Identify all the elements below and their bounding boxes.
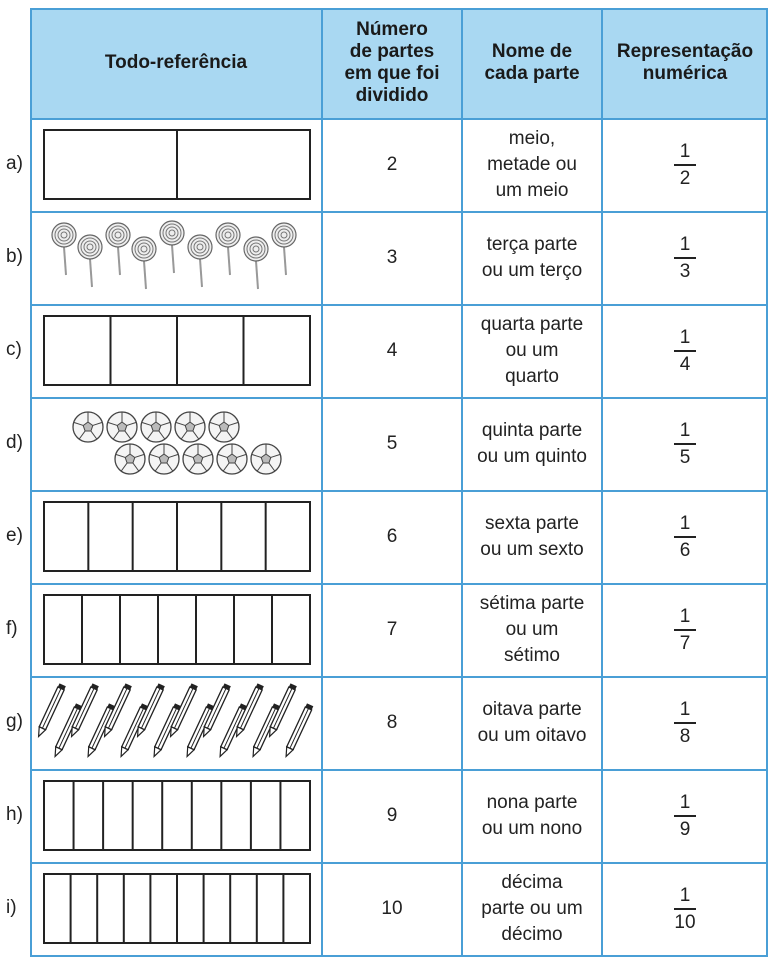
lollipop-candy [216, 223, 240, 247]
fraction-bar [674, 722, 696, 724]
lollipop-candy [160, 221, 184, 245]
fraction-cell [602, 490, 768, 583]
figure-rectangle [30, 304, 322, 397]
row-label: c) [6, 338, 22, 360]
soccer-ball-icon [209, 412, 239, 442]
fraction-denominator: 10 [674, 911, 696, 933]
parts-count: 2 [386, 153, 398, 175]
parts-count: 7 [386, 618, 398, 640]
lollipop-icon [160, 221, 184, 273]
row-border [30, 118, 768, 120]
fraction-cell [602, 862, 768, 955]
part-name: quinta parte ou um quinto [477, 419, 587, 467]
fraction-numerator: 1 [679, 326, 691, 348]
row-border [30, 490, 768, 492]
figure-pencils [30, 676, 322, 769]
fraction-numerator: 1 [679, 512, 691, 534]
figure-rectangle [30, 118, 322, 211]
lollipop-candy [188, 235, 212, 259]
lollipop-candy [52, 223, 76, 247]
figure-soccer-balls [30, 397, 322, 490]
header-representacao-numerica: Representação numérica [602, 8, 768, 118]
row-label: a) [6, 152, 23, 174]
pencil-icon [35, 683, 65, 738]
fraction [674, 792, 696, 840]
pencil-tip [151, 747, 161, 758]
row-label: h) [6, 803, 23, 825]
pencil-tip [118, 747, 128, 758]
row-border [30, 304, 768, 306]
fraction-cell [602, 304, 768, 397]
part-name: quarta parte ou um quarto [480, 313, 584, 387]
row-border [30, 397, 768, 399]
soccer-ball-icon [73, 412, 103, 442]
fraction-bar [674, 257, 696, 259]
header-numero-de-partes: Número de partes em que foi dividido [322, 8, 462, 118]
parts-count: 6 [386, 525, 398, 547]
fraction [674, 141, 696, 189]
fraction-cell [602, 769, 768, 862]
parts-count: 5 [386, 432, 398, 454]
row-border [30, 955, 768, 957]
fraction-denominator: 7 [679, 632, 691, 654]
figure-rectangle [30, 490, 322, 583]
figure-lollipops [30, 211, 322, 304]
lollipop-icon [188, 235, 212, 287]
lollipop-icon [272, 223, 296, 275]
column-border [766, 8, 768, 957]
part-name: décima parte ou um décimo [481, 871, 583, 945]
fraction-numerator: 1 [679, 140, 691, 162]
fraction-bar [674, 629, 696, 631]
whole-rectangle [44, 781, 310, 850]
parts-count: 3 [386, 246, 398, 268]
fraction-denominator: 8 [679, 725, 691, 747]
fraction-bar [674, 350, 696, 352]
part-name: oitava parte ou um oitavo [477, 698, 587, 746]
lollipop-stick [200, 259, 202, 287]
soccer-ball-icon [183, 444, 213, 474]
lollipop-icon [132, 237, 156, 289]
fraction [674, 513, 696, 561]
row-border [30, 8, 768, 10]
fraction-numerator: 1 [679, 419, 691, 441]
lollipop-stick [118, 247, 120, 275]
pencil-tip [283, 747, 293, 758]
lollipop-icon [78, 235, 102, 287]
fraction-cell [602, 211, 768, 304]
row-border [30, 583, 768, 585]
lollipop-icon [244, 237, 268, 289]
lollipop-icon [52, 223, 76, 275]
fraction-bar [674, 536, 696, 538]
fraction-denominator: 6 [679, 539, 691, 561]
fraction-cell [602, 583, 768, 676]
pencil-icon [283, 703, 313, 758]
soccer-ball-icon [149, 444, 179, 474]
lollipop-stick [256, 261, 258, 289]
pencil-tip [184, 747, 194, 758]
figure-rectangle [30, 583, 322, 676]
fraction-cell [602, 676, 768, 769]
lollipop-icon [106, 223, 130, 275]
lollipop-stick [144, 261, 146, 289]
part-name: sexta parte ou um sexto [480, 512, 584, 560]
soccer-ball-icon [175, 412, 205, 442]
soccer-ball-icon [115, 444, 145, 474]
fraction-numerator: 1 [679, 233, 691, 255]
fraction [674, 420, 696, 468]
fraction-denominator: 9 [679, 818, 691, 840]
lollipop-stick [228, 247, 230, 275]
fraction-bar [674, 443, 696, 445]
fraction [674, 327, 696, 375]
soccer-ball-icon [107, 412, 137, 442]
fraction-numerator: 1 [679, 698, 691, 720]
row-border [30, 211, 768, 213]
fraction-cell [602, 118, 768, 211]
parts-count: 10 [381, 897, 403, 919]
fraction-cell [602, 397, 768, 490]
lollipop-candy [272, 223, 296, 247]
row-border [30, 862, 768, 864]
pencil-stripe [290, 708, 309, 748]
fraction [674, 699, 696, 747]
lollipop-stick [284, 247, 286, 275]
parts-count: 4 [386, 339, 398, 361]
row-label: g) [6, 710, 23, 732]
fraction-denominator: 2 [679, 167, 691, 189]
fraction-numerator: 1 [679, 884, 691, 906]
part-name: nona parte ou um nono [481, 791, 583, 839]
fraction-denominator: 3 [679, 260, 691, 282]
parts-count: 9 [386, 804, 398, 826]
lollipop-candy [132, 237, 156, 261]
column-border [601, 8, 603, 957]
column-border [321, 8, 323, 957]
fraction [674, 234, 696, 282]
row-border [30, 769, 768, 771]
soccer-ball-icon [217, 444, 247, 474]
lollipop-stick [172, 245, 174, 273]
fraction-bar [674, 164, 696, 166]
fraction-numerator: 1 [679, 791, 691, 813]
row-label: e) [6, 524, 23, 546]
row-label: d) [6, 431, 23, 453]
lollipop-stick [64, 247, 66, 275]
fraction [674, 885, 696, 933]
fractions-table [30, 8, 768, 957]
pencil-tip [35, 727, 45, 738]
lollipop-candy [78, 235, 102, 259]
figure-rectangle [30, 862, 322, 955]
whole-rectangle [44, 595, 310, 664]
header-nome-de-cada-parte: Nome de cada parte [462, 8, 602, 118]
part-name: terça parte ou um terço [481, 233, 583, 281]
part-name: sétima parte ou um sétimo [479, 592, 585, 666]
pencil-tip [217, 747, 227, 758]
fraction-bar [674, 908, 696, 910]
fraction-denominator: 5 [679, 446, 691, 468]
header-todo-referencia: Todo-referência [30, 8, 322, 118]
row-label: b) [6, 245, 23, 267]
figure-rectangle [30, 769, 322, 862]
row-label: i) [6, 896, 17, 918]
part-name: meio, metade ou um meio [487, 127, 577, 201]
soccer-ball-icon [251, 444, 281, 474]
column-border [461, 8, 463, 957]
lollipop-candy [106, 223, 130, 247]
fraction [674, 606, 696, 654]
row-border [30, 676, 768, 678]
fraction-denominator: 4 [679, 353, 691, 375]
lollipop-icon [216, 223, 240, 275]
fraction-bar [674, 815, 696, 817]
pencil-tip [52, 747, 62, 758]
row-label: f) [6, 617, 18, 639]
pencil-tip [85, 747, 95, 758]
lollipop-stick [90, 259, 92, 287]
pencil-stripe [42, 688, 61, 728]
soccer-ball-icon [141, 412, 171, 442]
lollipop-candy [244, 237, 268, 261]
fraction-numerator: 1 [679, 605, 691, 627]
parts-count: 8 [386, 711, 398, 733]
pencil-tip [250, 747, 260, 758]
